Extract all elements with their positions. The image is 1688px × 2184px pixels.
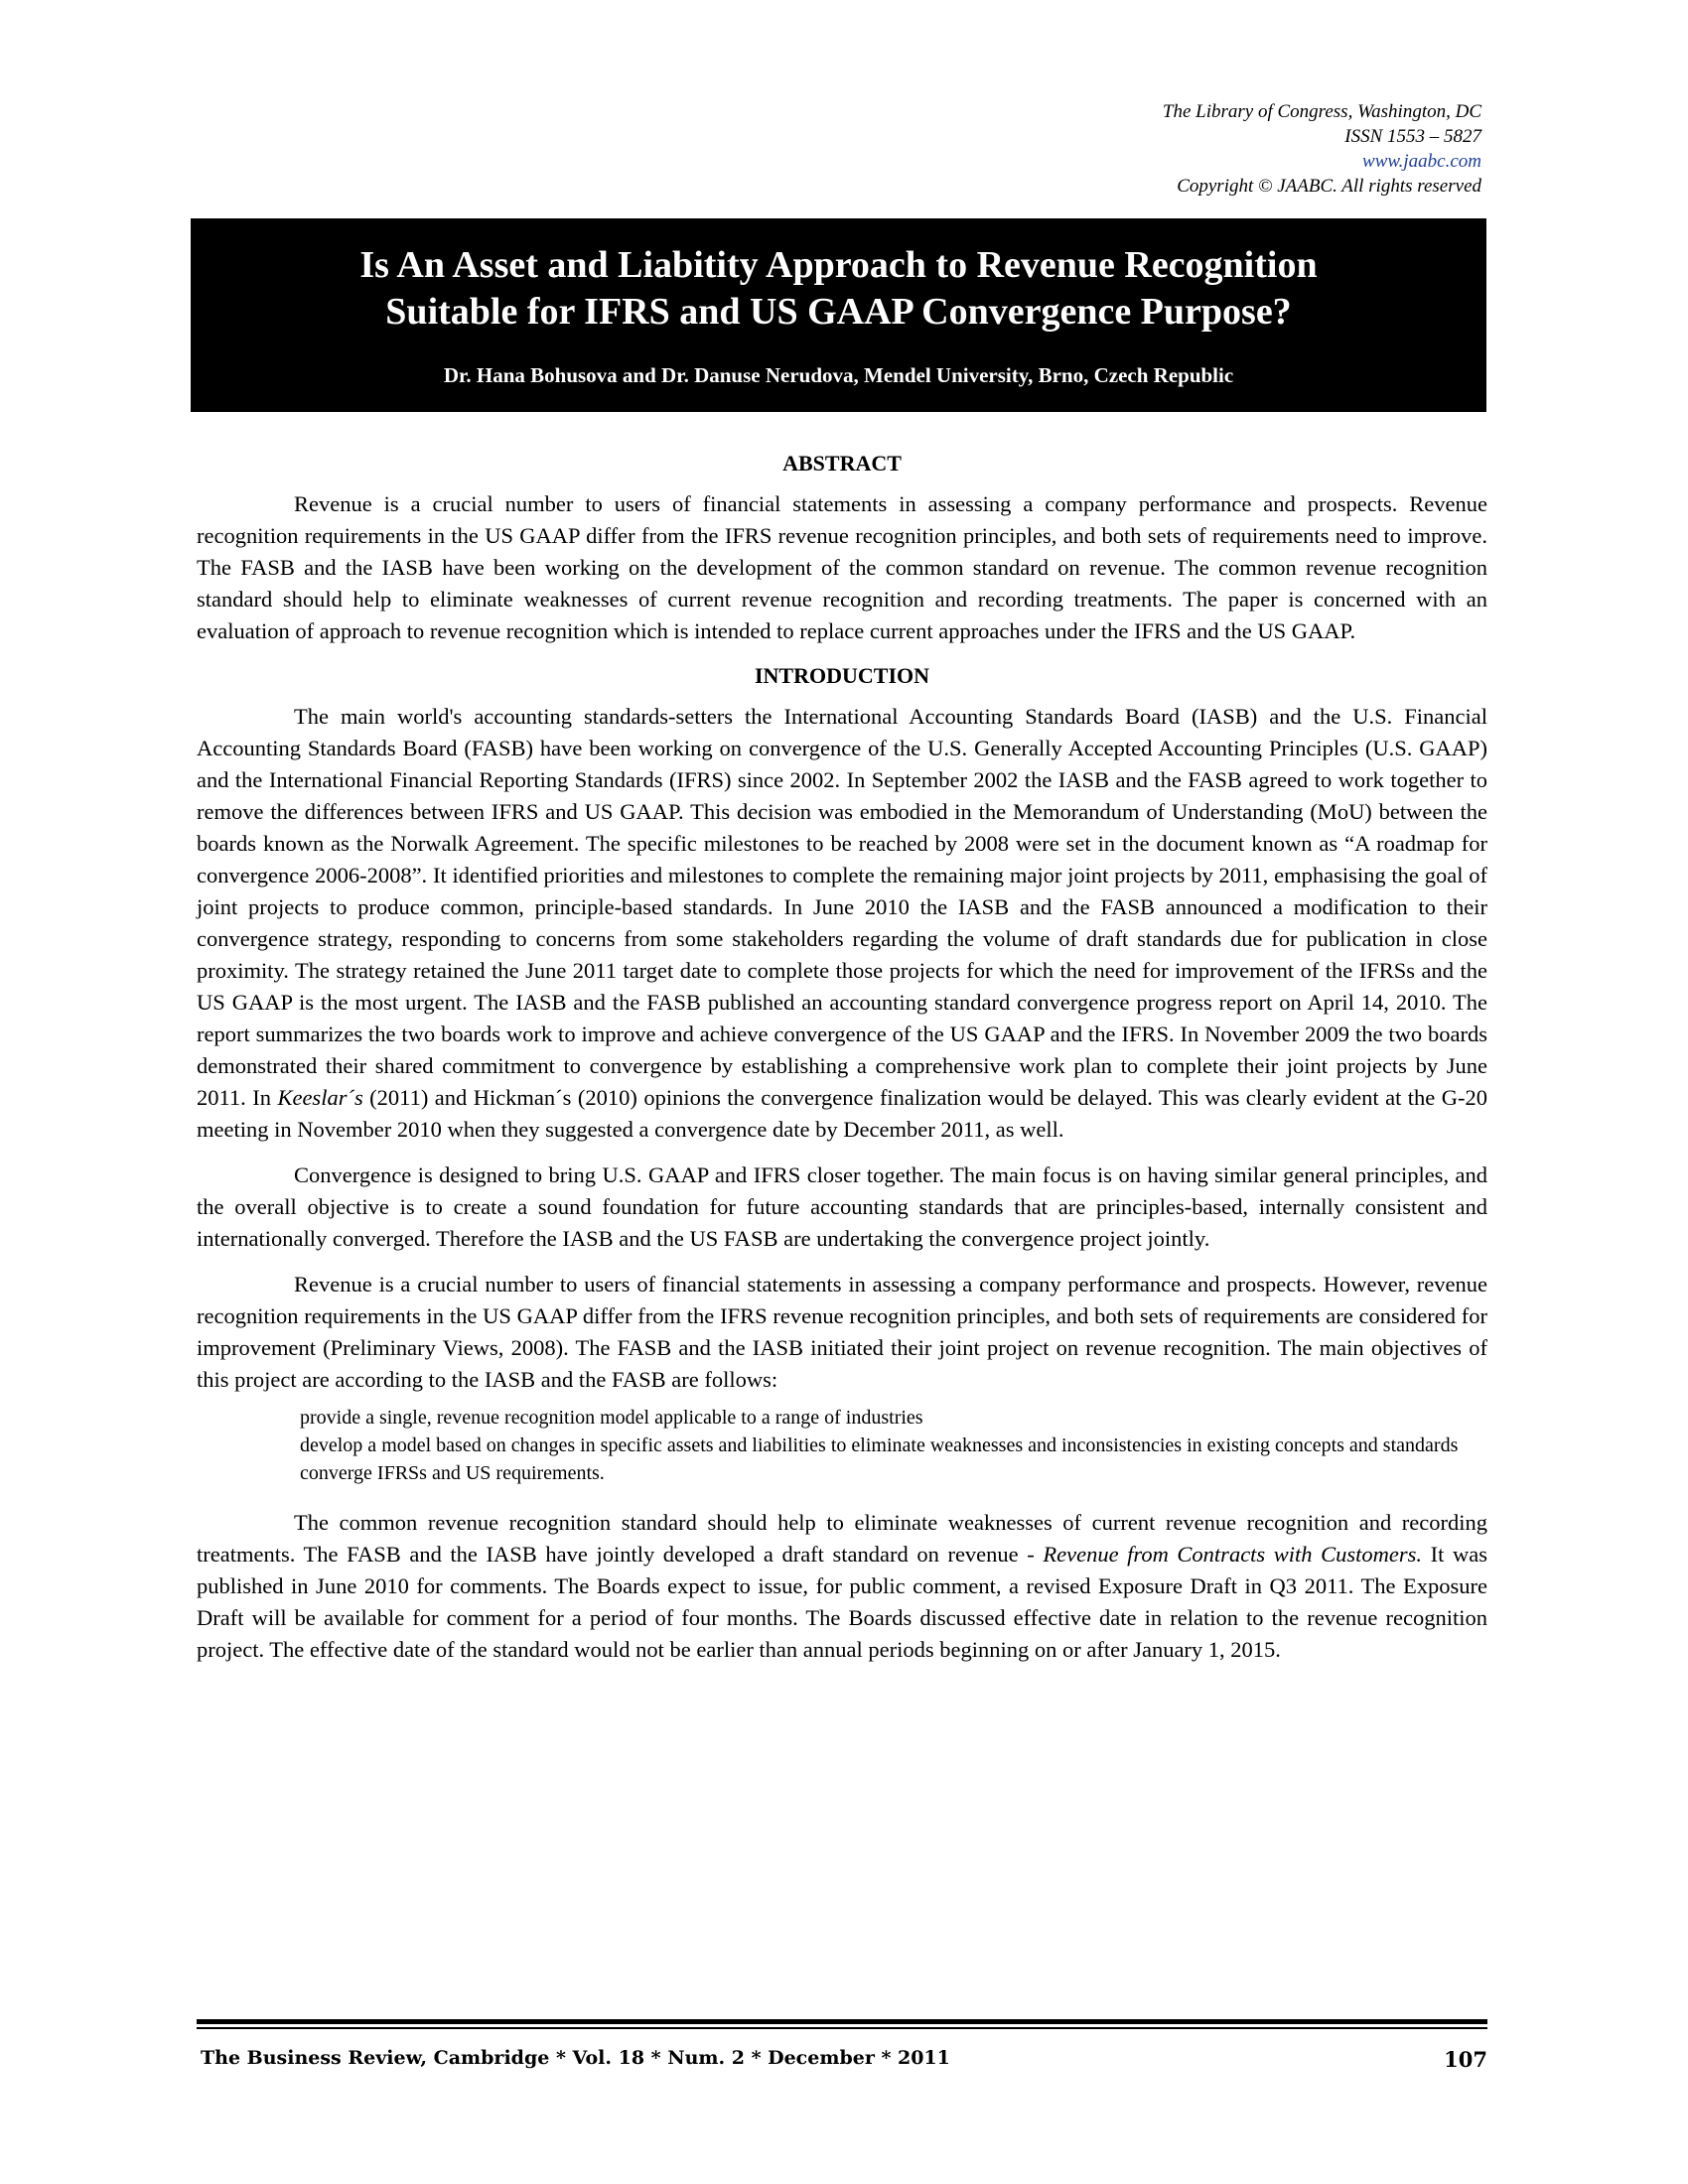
introduction-heading: INTRODUCTION (754, 663, 930, 688)
intro-paragraph-1 (197, 701, 1487, 1146)
intro-p1-text-a: The main world's accounting standards-setters the International Accounting Standards Board (IASB) and the U.S. Financial Accounting Standards Board (FASB) have been working on convergence of the U.S. Generally Accepted Accounting Principles (U.S. GAAP) and the International Financial Reporting Standards (IFRS) since 2002. In September 2002 the IASB and the FASB agreed to work together to remove the differences between IFRS and US GAAP. This decision was embodied in the Memorandum of Understanding (MoU) between the boards known as the Norwalk Agreement. The specific milestones to be reached by 2008 were set in the document known as “A roadmap for convergence 2006-2008”. It identified priorities and milestones to complete the remaining major joint projects by 2011, emphasising the goal of joint projects to produce common, principle-based standards. In June 2010 the IASB and the FASB announced a modification to their convergence strategy, responding to concerns from some stakeholders regarding the volume of draft standards due for publication in close proximity. The strategy retained the June 2011 target date to complete those projects for which the need for improvement of the IFRSs and the US GAAP is the most urgent. The IASB and the FASB published an accounting standard convergence progress report on April 14, 2010. The report summarizes the two boards work to improve and achieve convergence of the US GAAP and the IFRS. In November 2009 the two boards demonstrated their shared commitment to convergence by establishing a comprehensive work plan to complete their joint projects by June 2011. In (197, 704, 1487, 1110)
authors-line: Dr. Hana Bohusova and Dr. Danuse Nerudova, Mendel University, Brno, Czech Republic (443, 363, 1234, 387)
intro-p4-text-b: It was published in June 2010 for comments. The Boards expect to issue, for public comment, a revised Exposure Draft in Q3 2011. The Exposure Draft will be available for comment for a period of four months. The Boards discussed effective date in relation to the revenue recognition project. The effective date of the standard would not be earlier than annual periods beginning on or after January 1, 2015. (197, 1542, 1487, 1662)
intro-paragraph-2: Convergence is designed to bring U.S. GAAP and IFRS closer together. The main focus is on having similar general principles, and the overall objective is to create a sound foundation for future accounting standards that are principles-based, internally consistent and internationally converged. Therefore the IASB and the US FASB are undertaking the convergence project jointly. (197, 1162, 1487, 1251)
paper-title-line-1: Is An Asset and Liabitity Approach to Revenue Recognition (359, 244, 1318, 286)
paper-title (191, 242, 1486, 336)
footer-divider-thin (197, 2027, 1487, 2029)
page-number: 107 (1444, 2047, 1487, 2072)
objectives-list (300, 1404, 1487, 1487)
publication-header (1163, 99, 1481, 199)
library-line: The Library of Congress, Washington, DC (1162, 101, 1481, 122)
footer-divider-thick (197, 2019, 1487, 2024)
intro-p4-document-title: Revenue from Contracts with Customers. (1043, 1542, 1423, 1567)
list-item: provide a single, revenue recognition model applicable to a range of industries (300, 1407, 923, 1429)
list-item: converge IFRSs and US requirements. (300, 1462, 605, 1484)
copyright-line: Copyright © JAABC. All rights reserved (1177, 176, 1481, 197)
website-link[interactable]: www.jaabc.com (1362, 151, 1481, 172)
abstract-text: Revenue is a crucial number to users of financial statements in assessing a company performance and prospects. Revenue recognition requirements in the US GAAP differ from the IFRS revenue recognition principles, and both sets of requirements need to improve. The FASB and the IASB have been working on the development of the common standard on revenue. The common revenue recognition standard should help to eliminate weaknesses of current revenue recognition and recording treatments. The paper is concerned with an evaluation of approach to revenue recognition which is intended to replace current approaches under the IFRS and the US GAAP. (197, 491, 1487, 643)
title-banner (191, 218, 1486, 412)
intro-p1-text-b: (2011) and Hickman´s (2010) opinions the convergence finalization would be delayed. This was clearly evident at the G-20 meeting in November 2010 when they suggested a convergence date by December 2011, as well. (197, 1085, 1487, 1142)
intro-p4-text-a: The common revenue recognition standard should help to eliminate weaknesses of current revenue recognition and recording treatments. The FASB and the IASB have jointly developed a draft standard on revenue - (197, 1510, 1487, 1567)
intro-p1-citation: Keeslar´s (277, 1085, 363, 1110)
list-item: develop a model based on changes in specific assets and liabilities to eliminate weaknesses and inconsistencies in existing concepts and standards (300, 1434, 1459, 1456)
paper-title-line-2: Suitable for IFRS and US GAAP Convergence Purpose? (385, 291, 1292, 333)
paper-body (197, 449, 1487, 1666)
journal-footer: The Business Review, Cambridge * Vol. 18 * Num. 2 * December * 2011 (201, 2047, 950, 2069)
intro-paragraph-3: Revenue is a crucial number to users of financial statements in assessing a company performance and prospects. However, revenue recognition requirements in the US GAAP differ from the IFRS revenue recognition principles, and both sets of requirements are considered for improvement (Preliminary Views, 2008). The FASB and the IASB initiated their joint project on revenue recognition. The main objectives of this project are according to the IASB and the FASB are follows: (197, 1272, 1487, 1392)
intro-paragraph-4 (197, 1507, 1487, 1666)
issn-line: ISSN 1553 – 5827 (1344, 126, 1481, 147)
abstract-heading: ABSTRACT (782, 451, 902, 476)
